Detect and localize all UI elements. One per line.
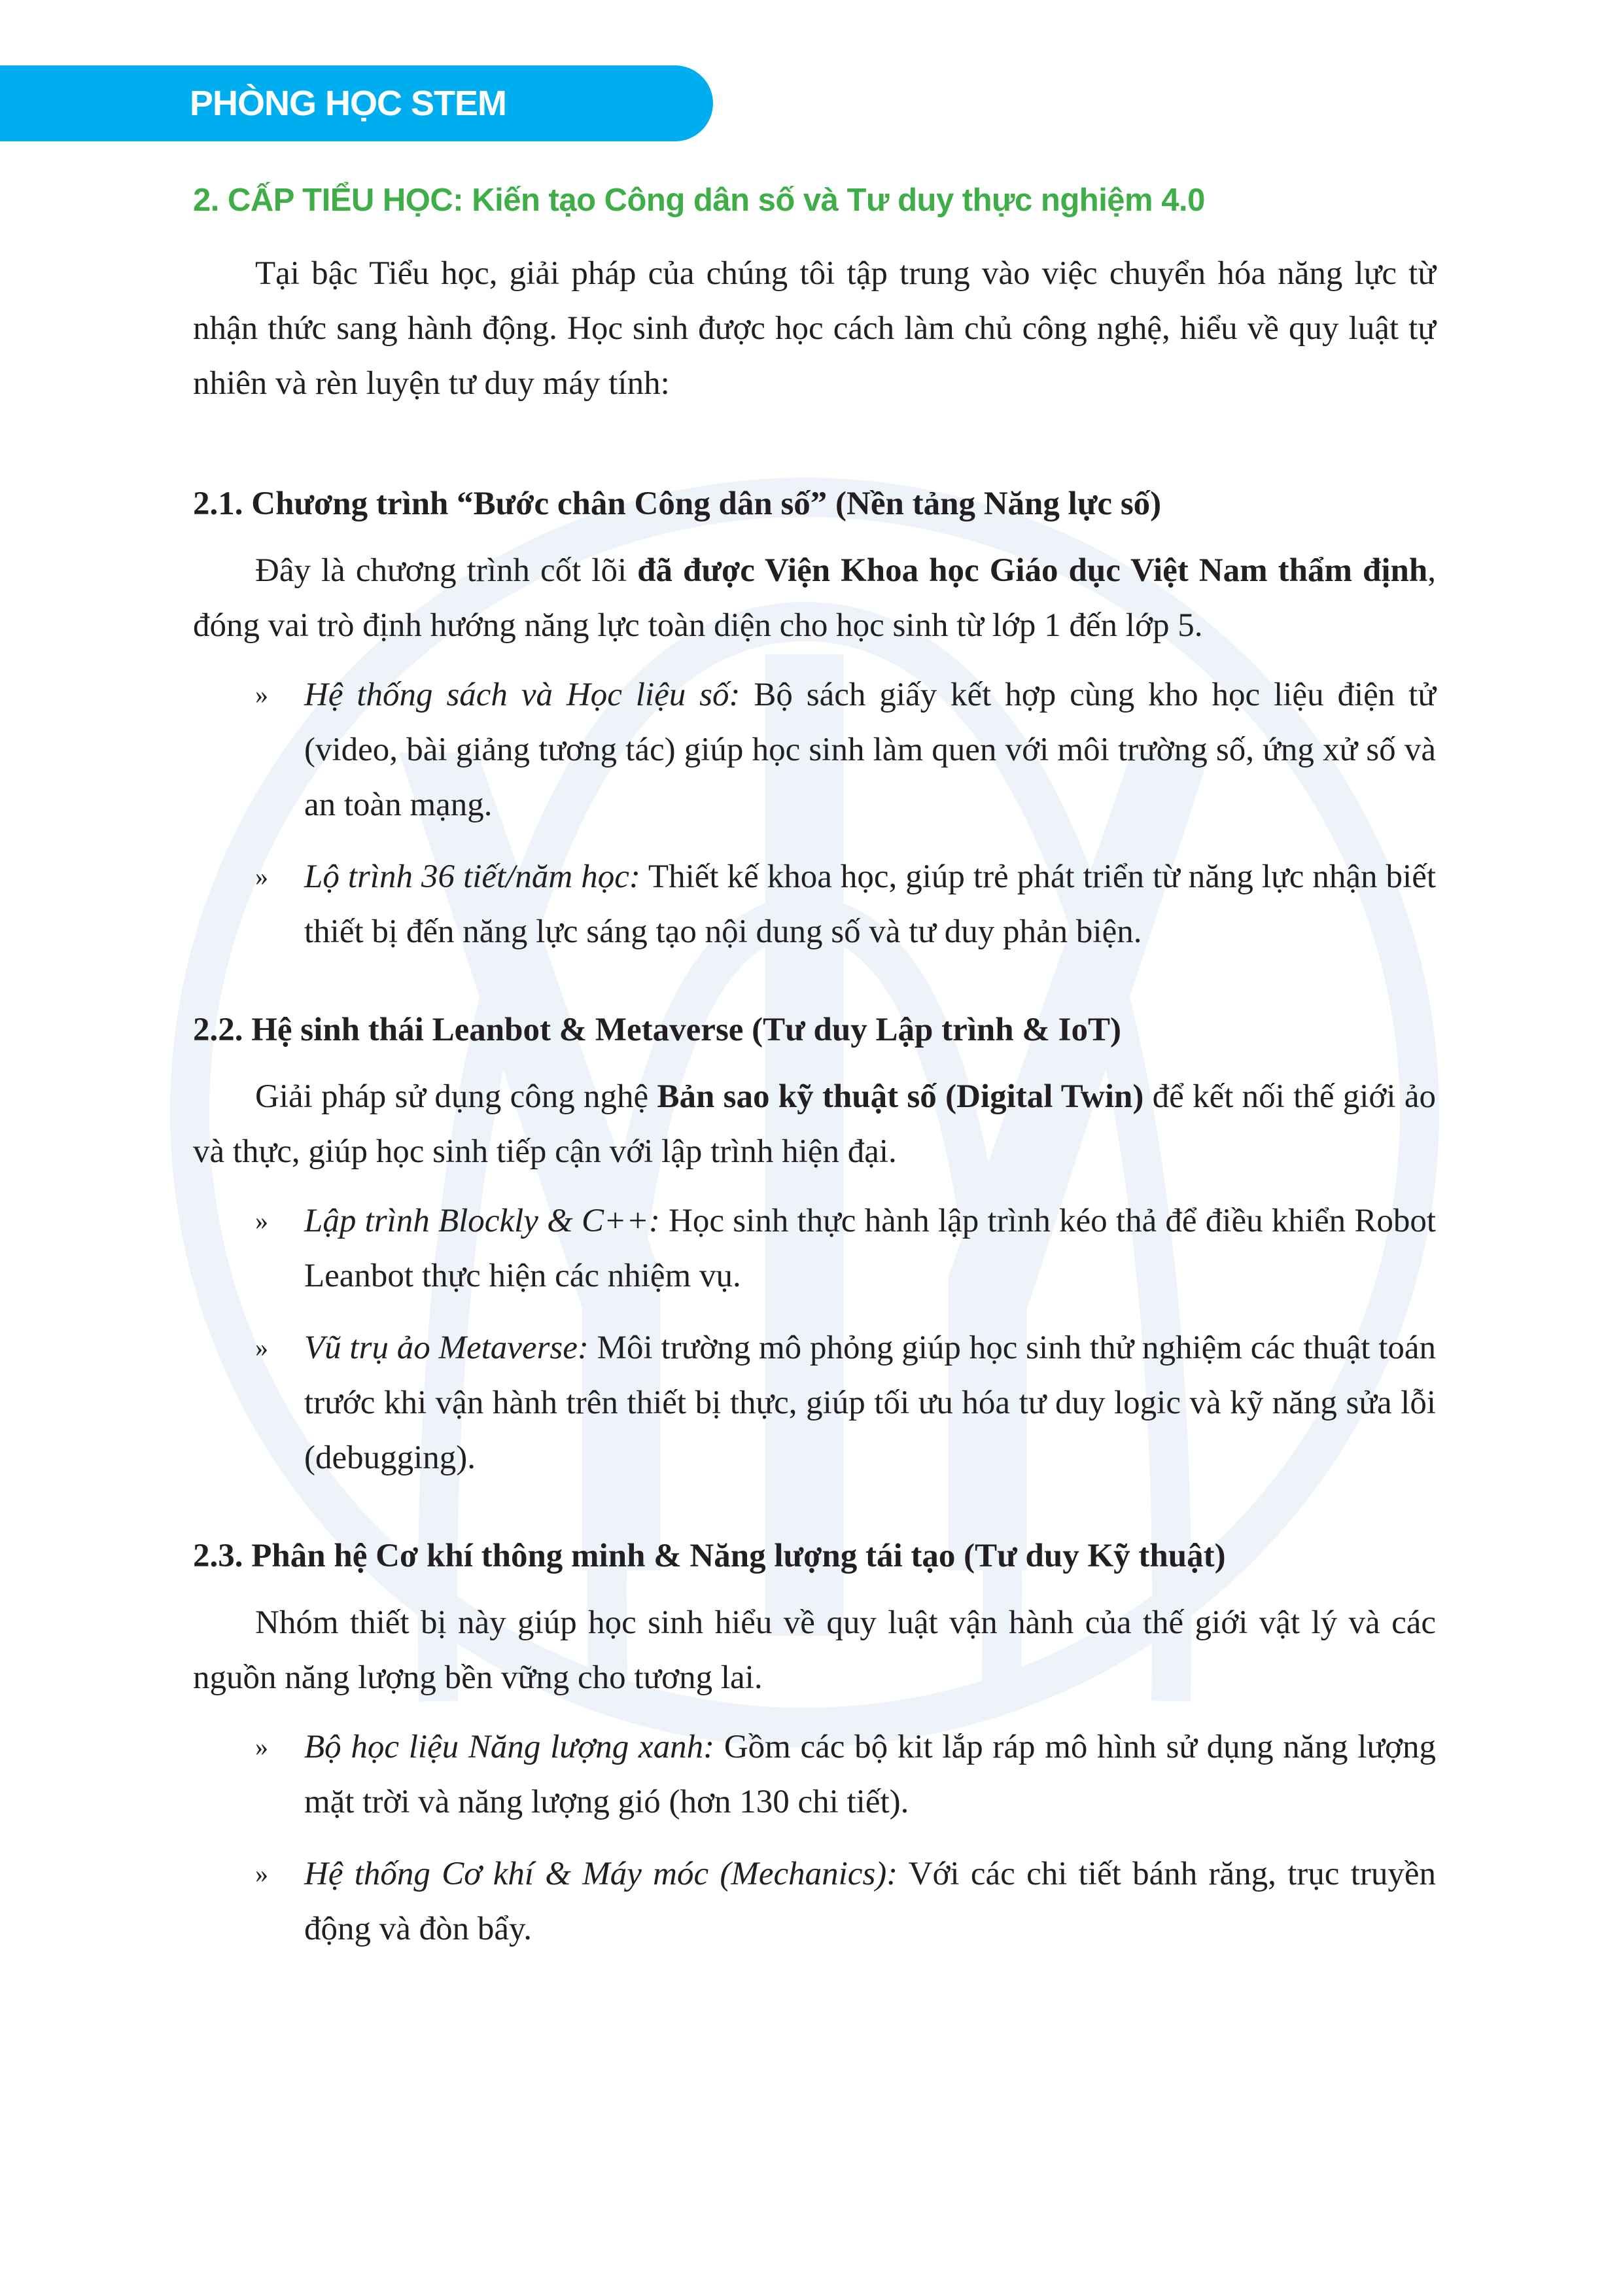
- subsection-title: 2.3. Phân hệ Cơ khí thông minh & Năng lượng tái tạo (Tư duy Kỹ thuật): [193, 1538, 1226, 1574]
- paragraph-text: để kết nối thế giới ảo và thực, giúp học sinh tiếp cận với lập trình hiện đại.: [193, 1078, 1436, 1170]
- bullet-list: [193, 667, 1436, 959]
- page-content: [193, 182, 1436, 1973]
- bullet-term: Vũ trụ ảo Metaverse:: [304, 1330, 589, 1366]
- list-item: [193, 1193, 1436, 1303]
- list-item: [193, 1720, 1436, 1829]
- subsection-title: 2.2. Hệ sinh thái Leanbot & Metaverse (Tư duy Lập trình & IoT): [193, 1012, 1121, 1048]
- bullet-term: Hệ thống Cơ khí & Máy móc (Mechanics):: [304, 1856, 898, 1892]
- header-title: PHÒNG HỌC STEM: [190, 84, 507, 123]
- bullet-icon: »: [255, 862, 268, 891]
- section-heading: 2. CẤP TIỂU HỌC: Kiến tạo Công dân số và Tư duy thực nghiệm 4.0: [193, 183, 1205, 218]
- bullet-text: Với các chi tiết bánh răng, trục truyền động và đòn bẩy.: [304, 1856, 1436, 1947]
- bullet-icon: »: [255, 1206, 268, 1235]
- bullet-text: Môi trường mô phỏng giúp học sinh thử nghiệm các thuật toán trước khi vận hành trên thiết bị thực, giúp tối ưu hóa tư duy logic và kỹ năng sửa lỗi (debugging).: [304, 1330, 1437, 1476]
- bullet-term: Lộ trình 36 tiết/năm học:: [304, 858, 640, 895]
- subsection-paragraph: [193, 543, 1436, 653]
- paragraph-text: Nhóm thiết bị này giúp học sinh hiểu về quy luật vận hành của thế giới vật lý và các nguồn năng lượng bền vững cho tương lai.: [193, 1604, 1436, 1696]
- paragraph-text: , đóng vai trò định hướng năng lực toàn diện cho học sinh từ lớp 1 đến lớp 5.: [193, 552, 1436, 644]
- section-intro: Tại bậc Tiểu học, giải pháp của chúng tôi tập trung vào việc chuyển hóa năng lực từ nhận thức sang hành động. Học sinh được học cách làm chủ công nghệ, hiểu về quy luật tự nhiên và rèn luyện tư duy máy tính:: [193, 255, 1436, 402]
- bullet-list: [193, 1193, 1436, 1485]
- list-item: [193, 849, 1436, 959]
- bullet-icon: »: [255, 1859, 268, 1888]
- bullet-term: Lập trình Blockly & C++:: [304, 1203, 660, 1239]
- header-bar: [0, 65, 713, 141]
- bullet-text: Thiết kế khoa học, giúp trẻ phát triển từ năng lực nhận biết thiết bị đến năng lực sáng tạo nội dung số và tư duy phản biện.: [304, 858, 1436, 950]
- paragraph-text: Giải pháp sử dụng công nghệ: [255, 1078, 657, 1115]
- bullet-text: Bộ sách giấy kết hợp cùng kho học liệu điện tử (video, bài giảng tương tác) giúp học sinh làm quen với môi trường số, ứng xử số và an toàn mạng.: [304, 677, 1436, 823]
- bullet-icon: »: [255, 1732, 268, 1761]
- list-item: [193, 667, 1436, 832]
- bullet-text: Học sinh thực hành lập trình kéo thả để điều khiển Robot Leanbot thực hiện các nhiệm vụ.: [304, 1203, 1436, 1294]
- bullet-icon: »: [255, 1333, 268, 1362]
- list-item: [193, 1320, 1436, 1485]
- list-item: [193, 1846, 1436, 1956]
- subsection-paragraph: [193, 1069, 1436, 1179]
- bullet-list: [193, 1720, 1436, 1956]
- bullet-text: Gồm các bộ kit lắp ráp mô hình sử dụng năng lượng mặt trời và năng lượng gió (hơn 130 chi tiết).: [304, 1729, 1436, 1820]
- bullet-term: Bộ học liệu Năng lượng xanh:: [304, 1729, 715, 1765]
- bullet-icon: »: [255, 680, 268, 709]
- subsection-title: 2.1. Chương trình “Bước chân Công dân số” (Nền tảng Năng lực số): [193, 486, 1162, 522]
- paragraph-bold-text: Bản sao kỹ thuật số (Digital Twin): [657, 1078, 1144, 1115]
- paragraph-bold-text: đã được Viện Khoa học Giáo dục Việt Nam thẩm định: [637, 552, 1428, 589]
- subsection-paragraph: [193, 1595, 1436, 1705]
- paragraph-text: Đây là chương trình cốt lõi: [255, 552, 638, 589]
- bullet-term: Hệ thống sách và Học liệu số:: [304, 677, 741, 713]
